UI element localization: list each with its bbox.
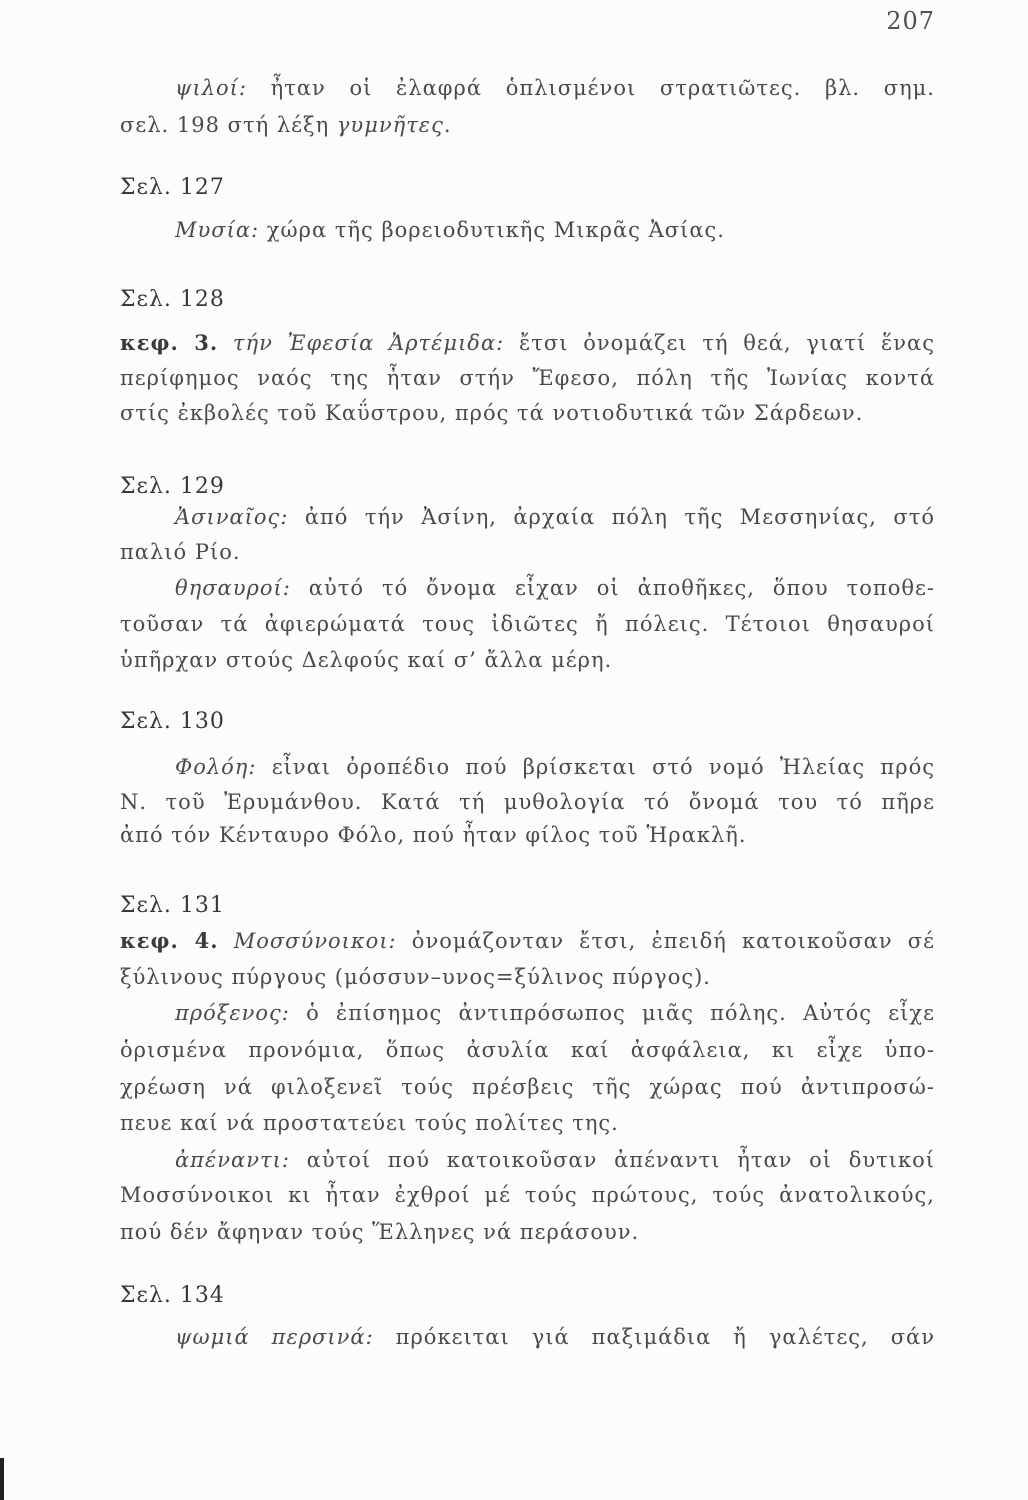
note-line: [120, 110, 935, 140]
scan-edge-mark: [0, 1458, 4, 1500]
note-text: ξύλινους πύργους (μόσσυν–υνος=ξύλινος πύργος).: [120, 965, 711, 989]
note-text: σελ. 198 στή λέξη: [120, 113, 330, 137]
headword: θησαυροί:: [175, 576, 291, 600]
headword: Μυσία:: [175, 218, 260, 242]
note-text: .: [443, 113, 452, 137]
chapter-ref: κεφ. 4.: [120, 928, 219, 953]
note-line: [120, 328, 935, 358]
headword: πρόξενος:: [175, 1001, 290, 1025]
note-text: χώρα τῆς βορειοδυτικῆς Μικρᾶς Ἀσίας.: [266, 218, 725, 242]
page-ref-heading: Σελ. 127: [120, 175, 225, 200]
page-ref-heading: Σελ. 129: [120, 474, 225, 499]
note-text: ἀπό τήν Ἀσίνη, ἀρχαία πόλη τῆς Μεσσηνίας, στό: [304, 505, 935, 529]
note-text: παλιό Ρίο.: [120, 540, 241, 564]
note-text: Μοσσύνοικοι κι ἦταν ἐχθροί μέ τούς πρώτους, τούς ἀνατολικούς,: [120, 1183, 935, 1207]
note-line: [120, 1322, 935, 1352]
page-ref-heading: Σελ. 131: [120, 893, 225, 918]
note-text: περίφημος ναός της ἦταν στήν Ἔφεσο, πόλη τῆς Ἰωνίας κοντά: [120, 366, 935, 390]
note-text: αὐτό τό ὄνομα εἶχαν οἱ ἀποθῆκες, ὅπου τοποθε-: [308, 576, 935, 600]
note-line: [120, 1180, 935, 1210]
page-number: 207: [886, 7, 935, 35]
note-text: ὀνομάζονταν ἔτσι, ἐπειδή κατοικοῦσαν σέ: [411, 929, 935, 953]
headword: ἀπέναντι:: [175, 1148, 290, 1172]
note-line: [120, 962, 935, 992]
note-line: [120, 502, 935, 532]
note-text: πού δέν ἄφηναν τούς Ἕλληνες νά περάσουν.: [120, 1220, 640, 1244]
note-text: ἔτσι ὀνομάζει τή θεά, γιατί ἕνας: [518, 331, 935, 355]
page-ref-heading: Σελ. 130: [120, 709, 225, 734]
page-ref-heading: Σελ. 128: [120, 287, 225, 312]
cross-ref-term: γυμνῆτες: [336, 113, 444, 137]
note-line: [120, 998, 935, 1028]
note-line: [120, 573, 935, 603]
headword: Ἀσιναῖος:: [175, 505, 289, 529]
note-text: χρέωση νά φιλοξενεῖ τούς πρέσβεις τῆς χώρας πού ἀντιπροσώ-: [120, 1075, 935, 1099]
headword: ψωμιά περσινά:: [175, 1325, 374, 1349]
note-line: [120, 1108, 935, 1138]
note-text: ὁ ἐπίσημος ἀντιπρόσωπος μιᾶς πόλης. Αὐτός εἶχε: [306, 1001, 935, 1025]
note-line: [120, 1145, 935, 1175]
headword: Μοσσύνοικοι:: [233, 929, 397, 953]
note-text: πρόκειται γιά παξιμάδια ἤ γαλέτες, σάν: [395, 1325, 936, 1349]
note-line: [120, 787, 935, 817]
headword: ψιλοί:: [175, 76, 247, 100]
note-line: [120, 926, 935, 956]
note-line: [120, 1217, 935, 1247]
note-text: τοῦσαν τά ἀφιερώματά τους ἰδιῶτες ἤ πόλεις. Τέτοιοι θησαυροί: [120, 612, 935, 636]
headword: τήν Ἐφεσία Ἀρτέμιδα:: [232, 331, 505, 355]
note-line: [120, 537, 935, 567]
note-line: [120, 73, 935, 103]
note-text: εἶναι ὀροπέδιο πού βρίσκεται στό νομό Ἠλείας πρός: [271, 755, 935, 779]
note-line: [120, 215, 935, 245]
note-line: [120, 752, 935, 782]
note-line: [120, 398, 935, 428]
note-text: ὁρισμένα προνόμια, ὅπως ἀσυλία καί ἀσφάλεια, κι εἶχε ὑπο-: [120, 1038, 935, 1062]
note-text: ἀπό τόν Κένταυρο Φόλο, πού ἦταν φίλος τοῦ Ἡρακλῆ.: [120, 823, 747, 847]
note-text: πευε καί νά προστατεύει τούς πολίτες της.: [120, 1111, 619, 1135]
note-text: αὐτοί πού κατοικοῦσαν ἀπέναντι ἦταν οἱ δυτικοί: [306, 1148, 935, 1172]
note-text: στίς ἐκβολές τοῦ Καΰστρου, πρός τά νοτιοδυτικά τῶν Σάρδεων.: [120, 401, 864, 425]
note-line: [120, 363, 935, 393]
note-line: [120, 820, 935, 850]
note-line: [120, 645, 935, 675]
note-line: [120, 1035, 935, 1065]
headword: Φολόη:: [175, 755, 257, 779]
note-line: [120, 609, 935, 639]
note-text: Ν. τοῦ Ἐρυμάνθου. Κατά τή μυθολογία τό ὄνομά του τό πῆρε: [120, 790, 935, 814]
note-text: ὑπῆρχαν στούς Δελφούς καί σ’ ἄλλα μέρη.: [120, 648, 613, 672]
page-ref-heading: Σελ. 134: [120, 1283, 225, 1308]
note-text: ἦταν οἱ ἐλαφρά ὁπλισμένοι στρατιῶτες. βλ. σημ.: [270, 76, 935, 100]
note-line: [120, 1072, 935, 1102]
chapter-ref: κεφ. 3.: [120, 330, 219, 355]
